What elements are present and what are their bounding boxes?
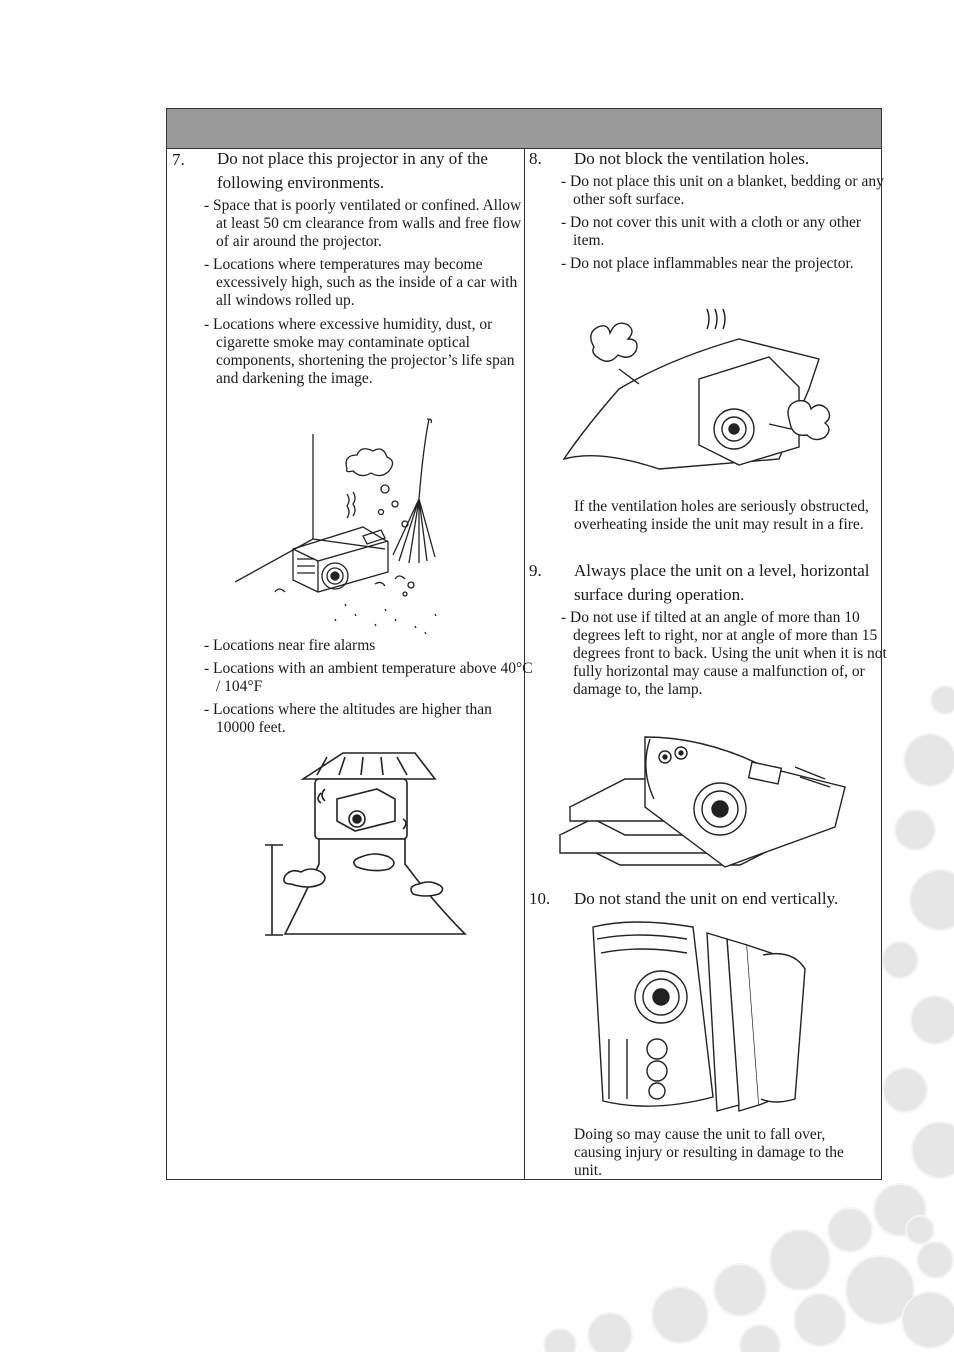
table-header-band xyxy=(167,109,881,149)
bullet-9-1: - Do not use if tilted at an angle of more than 10 degrees left to right, nor at angle of more than 15 degrees front to back. Using the unit when it is not fully horizontal may cause a malfunction of, or damage to, the lamp. xyxy=(561,609,887,698)
item-heading-8: Do not block the ventilation holes. xyxy=(574,149,810,168)
bullet-7-4: - Locations near fire alarms xyxy=(204,637,376,654)
bullet-8-1: - Do not place this unit on a blanket, bedding or any other soft surface. xyxy=(561,173,884,208)
bullet-7-3: - Locations where excessive humidity, dust, or cigarette smoke may contaminate optical components, shortening the projector’s life span and darkening the image. xyxy=(204,316,515,387)
bullet-7-5: - Locations with an ambient temperature above 40°C / 104°F xyxy=(204,660,533,695)
bullet-7-2: - Locations where temperatures may become excessively high, such as the inside of a car with all windows rolled up. xyxy=(204,256,518,309)
item-number-9: 9. xyxy=(529,561,542,580)
vertical-projector-illustration xyxy=(587,919,817,1119)
bullet-7-6: - Locations where the altitudes are higher than 10000 feet. xyxy=(204,701,492,736)
item-number-7: 7. xyxy=(172,150,185,169)
covered-projector-illustration xyxy=(559,299,849,499)
note-10: Doing so may cause the unit to fall over, causing injury or resulting in damage to the unit. xyxy=(574,1126,844,1179)
item-number-10: 10. xyxy=(529,889,551,908)
content-table xyxy=(166,108,887,1180)
dusty-corner-illustration xyxy=(235,414,465,634)
bullet-8-2: - Do not cover this unit with a cloth or any other item. xyxy=(561,214,862,249)
item-heading-9: Always place the unit on a level, horizontal surface during operation. xyxy=(574,561,870,604)
item-heading-10: Do not stand the unit on end vertically. xyxy=(574,889,839,908)
item-number-8: 8. xyxy=(529,149,542,168)
high-altitude-illustration xyxy=(257,749,477,939)
bullet-8-3: - Do not place inflammables near the projector. xyxy=(561,255,854,272)
tilted-projector-illustration xyxy=(555,727,855,877)
item-heading-7: Do not place this projector in any of the following environments. xyxy=(217,149,488,192)
note-8: If the ventilation holes are seriously obstructed, overheating inside the unit may result in a fire. xyxy=(574,498,869,533)
bullet-7-1: - Space that is poorly ventilated or confined. Allow at least 50 cm clearance from walls and free flow of air around the projector. xyxy=(204,197,522,250)
